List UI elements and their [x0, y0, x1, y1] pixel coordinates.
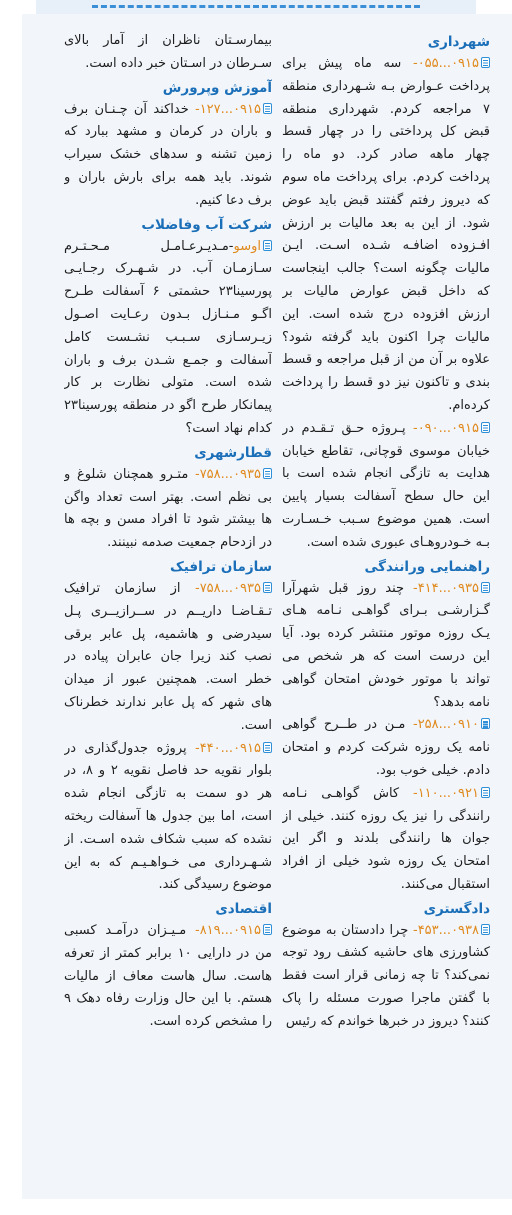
- section-title: شرکت آب وفاضلاب: [141, 216, 272, 233]
- phone-icon: [263, 582, 272, 593]
- reader-comment: [282, 714, 490, 782]
- reader-comment: [64, 99, 272, 213]
- phone-icon: [481, 924, 490, 935]
- comment-text: مـن در طــرح گواهی نامه یک روزه شرکت کردم و امتحان دادم. خیلی خوب بود.: [282, 717, 490, 778]
- comment-text: متـرو همچنان شلوغ و بی نظم است. بهتر است تعداد واگن ها بیشتر شود تا افراد مسن و بچه ها در ازدحام جمعیت صدمه نبینند.: [64, 466, 272, 551]
- comment-text: پروژه جدول‌گذاری در بلوار نقویه حد فاصل نقویه ۲ و ۸، در هر دو سمت به تازگی انجام شده است، اما بین جدول ها آسفالت ریخته نشده که سبب شکاف شده اسـت. از شـهـرداری می خـواهـیـم که به این موضوع رسیدگی کند.: [64, 740, 272, 893]
- phone-icon: [481, 582, 490, 593]
- sender-code: ۰۹۳۸...۴۵۳-: [413, 922, 479, 938]
- reader-comment: [64, 578, 272, 738]
- sender-code: ۰۹۱۵...۰۹۰-: [413, 420, 479, 436]
- sender-code: ۰۹۲۱...۱۱۰-: [413, 785, 479, 801]
- reader-comments-panel: [22, 14, 512, 1199]
- section-title: شهرداری: [427, 34, 490, 50]
- phone-icon: [263, 468, 272, 479]
- comment-text: -مـدیـرعـامـل مـحـتـرم سـازمـان آب. در شـهـرک رجـایـی پورسینا۲۳ حشمتی ۶ آسفالت طـرح اگـو مـنـازل بـدون رعـایت اصـول زیـرسـازی سـبـب نشـست کامل آسفالت و جمـع شـدن برف و باران شده است. متولی نظارت بر کار پیمانکار طرح اگو در منطقه پورسینا۲۳ کدام نهاد است؟: [64, 238, 272, 436]
- section-title: دادگستری: [423, 900, 490, 917]
- section-title: اقتصادی: [215, 901, 272, 918]
- reader-comment: [282, 418, 490, 555]
- sender-code: ۰۹۱۵...۸۱۹-: [195, 923, 261, 939]
- reader-comment: [64, 464, 272, 555]
- phone-icon: [263, 240, 272, 251]
- phone-icon: [481, 787, 490, 798]
- sender-code: ۰۹۱۵...۴۴۰-: [195, 740, 261, 756]
- comment-text: از سازمان ترافیک تـقـاضـا داریــم در ســرازیــری پـل سیدرضی و هاشمیه، پل عابر برقی نصب کند زیرا جان عابران پیاده در خطر است. همچنین عبور از میدان های شهر که پل عابر ندارند خطرناک است.: [64, 580, 272, 733]
- reader-comment: [282, 53, 490, 418]
- comment-text: مـیـزان درآمـد کسبی من در دارایی ۱۰ برابر کمتر از تعرفه هاست. سال هاست معاف از مالیات هستم. با این حال وزارت رفاه دهک ۹ را مشخص کرده است.: [64, 923, 272, 1030]
- section-title: قطارشهری: [194, 444, 272, 461]
- phone-icon: [263, 742, 272, 753]
- comment-text: کاش گواهـی نـامه رانندگی را نیز یک روزه کنند. خیلی از جوان ها رانندگی بلدند و اگر این امتحان یک روزه شود خیلی از افراد استقبال می‌کنند.: [282, 785, 490, 892]
- phone-icon: [481, 422, 490, 433]
- sender-code: ۰۹۳۵...۷۵۸-: [195, 580, 261, 596]
- comment-text: سه ماه پیش برای پرداخت عـوارض بـه شـهرداری منطقه ۷ مراجعه کردم. شهرداری منطقه قبض کل پرداختی را در چهار قسط چهار ماهه صادر کرد. دو ماه را پرداخت کردم. برای پرداخت ماه سوم که دیروز رفتم گفتند قبض باید عوض شود. از این به بعد مالیات بر ارزش افـزوده اضافـه شـده اسـت. ایـن مالیات چگونه است؟ جالب اینجاست که داخل قبض عوارض مالیات بر ارزش افزوده درج شده است. این مالیات چرا اکنون باید گرفته شود؟ علاوه بر آن من از قبل مراجعه و قسط بندی و تاکنون نیز دو قسط را پرداخت کرده‌ام.: [282, 56, 490, 413]
- comment-text: چند روز قبل شهرآرا گـزارشـی بـرای گواهـی نـامه هـای یـک روزه موتور منتشر کرده بود. آیا این درست است که هر شخص می تواند با موتور خودش امتحان گواهی نامه بدهد؟: [282, 580, 490, 710]
- continued-text: بیمارسـتان ناظران از آمار بالای سـرطان در اسـتان خبر داده است.: [64, 33, 272, 71]
- sender-code: اوسو: [233, 238, 261, 254]
- reader-comment: [282, 783, 490, 897]
- section-title: سازمان ترافیک: [169, 558, 272, 575]
- phone-icon: [481, 57, 490, 68]
- right-column: [282, 30, 490, 1196]
- phone-icon: [263, 924, 272, 935]
- phone-icon: [481, 718, 490, 729]
- section-title: راهنمایی ورانندگی: [364, 558, 490, 575]
- top-decoration-bar: [36, 0, 476, 14]
- comment-text: خداکند آن چـنـان برف و باران در کرمان و مشهد ببارد که زمین تشنه و سدهای خشک سیراب شوند. باید همه برای بارش باران و برف دعا کنیم.: [64, 101, 272, 208]
- comment-text: چرا دادستان به موضوع کشاورزی های حاشیه کشف رود توجه نمی‌کند؟ تا چه زمانی قرار است فقط با گفتن ماجرا صورت مسئله را پاک کنند؟ دیروز در خبرها خواندم که رئیس: [282, 922, 490, 1029]
- dashed-divider: [92, 5, 420, 8]
- sender-code: ۰۹۳۵...۴۱۴-: [413, 580, 479, 596]
- comment-text: پـروژه حـق تـقـدم در خیابان موسوی قوچانی، تقاطع خیابان هدایت به تازگی انجام شده است با این حال سطح آسفالت بسیار پایین است. همین موضوع سـبب خـسـارت بـه خـودروهـای عبوری شده است.: [282, 420, 490, 550]
- reader-comment: [64, 236, 272, 441]
- reader-comment: [282, 578, 490, 715]
- sender-code: ۰۹۱۵...۰۵۵-: [413, 56, 479, 71]
- phone-icon: [263, 103, 272, 114]
- sender-code: ۰۹۱۵...۱۲۷-: [195, 101, 261, 117]
- sender-code: ۰۹۳۵...۷۵۸-: [195, 466, 261, 482]
- left-column: [64, 30, 272, 1196]
- section-title: آموزش وپرورش: [162, 79, 272, 96]
- sender-code: ۰۹۱۰...۲۵۸-: [413, 717, 479, 733]
- reader-comment: [64, 738, 272, 898]
- reader-comment: [282, 920, 490, 1034]
- reader-comment: [64, 920, 272, 1034]
